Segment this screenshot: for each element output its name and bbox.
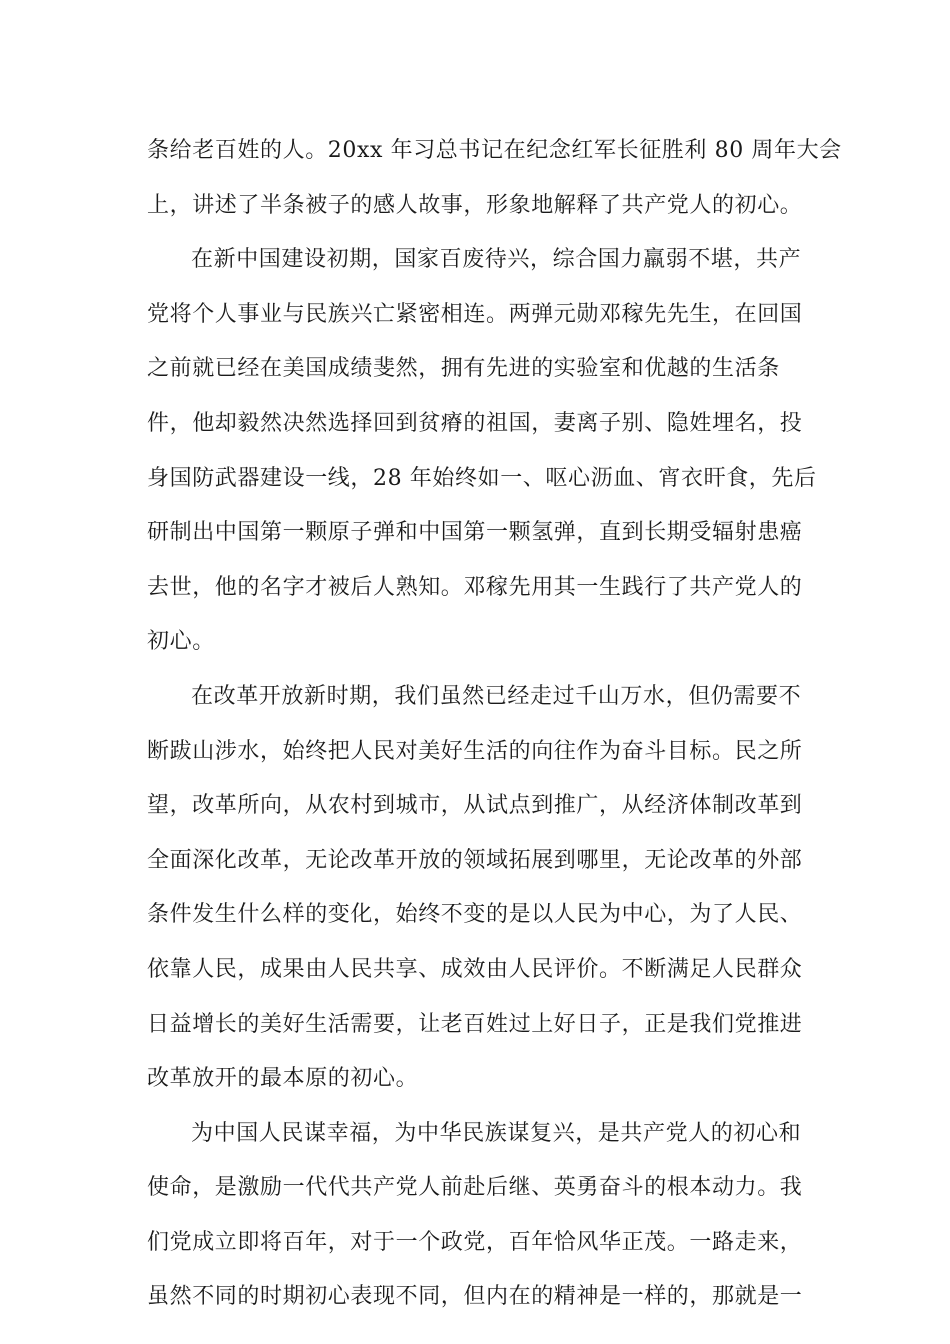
- text-line: 研制出中国第一颗原子弹和中国第一颗氢弹，直到长期受辐射患癌: [147, 520, 803, 546]
- text-line: 条给老百姓的人。20xx 年习总书记在纪念红军长征胜利 80 周年大会: [147, 138, 842, 163]
- text-line: 去世，他的名字才被后人熟知。邓稼先用其一生践行了共产党人的: [147, 574, 803, 600]
- paragraph-first-line: 在改革开放新时期，我们虽然已经走过千山万水，但仍需要不: [191, 683, 802, 709]
- text-line: 上，讲述了半条被子的感人故事，形象地解释了共产党人的初心。: [147, 192, 803, 218]
- text-line: 之前就已经在美国成绩斐然，拥有先进的实验室和优越的生活条: [147, 356, 780, 382]
- text-line: 使命，是激励一代代共产党人前赴后继、英勇奋斗的根本动力。我: [147, 1175, 803, 1201]
- text-line: 依靠人民，成果由人民共享、成效由人民评价。不断满足人民群众: [147, 956, 803, 982]
- text-line: 党将个人事业与民族兴亡紧密相连。两弹元勋邓稼先先生，在回国: [147, 301, 803, 327]
- text-line: 初心。: [147, 629, 215, 655]
- text-line: 虽然不同的时期初心表现不同，但内在的精神是一样的，那就是一: [147, 1284, 803, 1310]
- text-line: 日益增长的美好生活需要，让老百姓过上好日子，正是我们党推进: [147, 1011, 803, 1037]
- paragraph-first-line: 为中国人民谋幸福，为中华民族谋复兴，是共产党人的初心和: [191, 1120, 802, 1146]
- paragraph-first-line: 在新中国建设初期，国家百废待兴，综合国力羸弱不堪，共产: [191, 247, 802, 273]
- text-line: 断跋山涉水，始终把人民对美好生活的向往作为奋斗目标。民之所: [147, 738, 803, 764]
- text-line: 条件发生什么样的变化，始终不变的是以人民为中心，为了人民、: [147, 902, 803, 928]
- text-line: 件，他却毅然决然选择回到贫瘠的祖国，妻离子别、隐姓埋名，投: [147, 410, 803, 436]
- text-line: 全面深化改革，无论改革开放的领域拓展到哪里，无论改革的外部: [147, 847, 803, 873]
- text-line: 改革放开的最本原的初心。: [147, 1066, 419, 1092]
- text-line: 身国防武器建设一线，28 年始终如一、呕心沥血、宵衣旰食，先后: [147, 465, 817, 491]
- document-body: [147, 124, 842, 1325]
- text-line: 望，改革所向，从农村到城市，从试点到推广，从经济体制改革到: [147, 793, 803, 819]
- text-line: 们党成立即将百年，对于一个政党，百年恰风华正茂。一路走来，: [147, 1229, 803, 1255]
